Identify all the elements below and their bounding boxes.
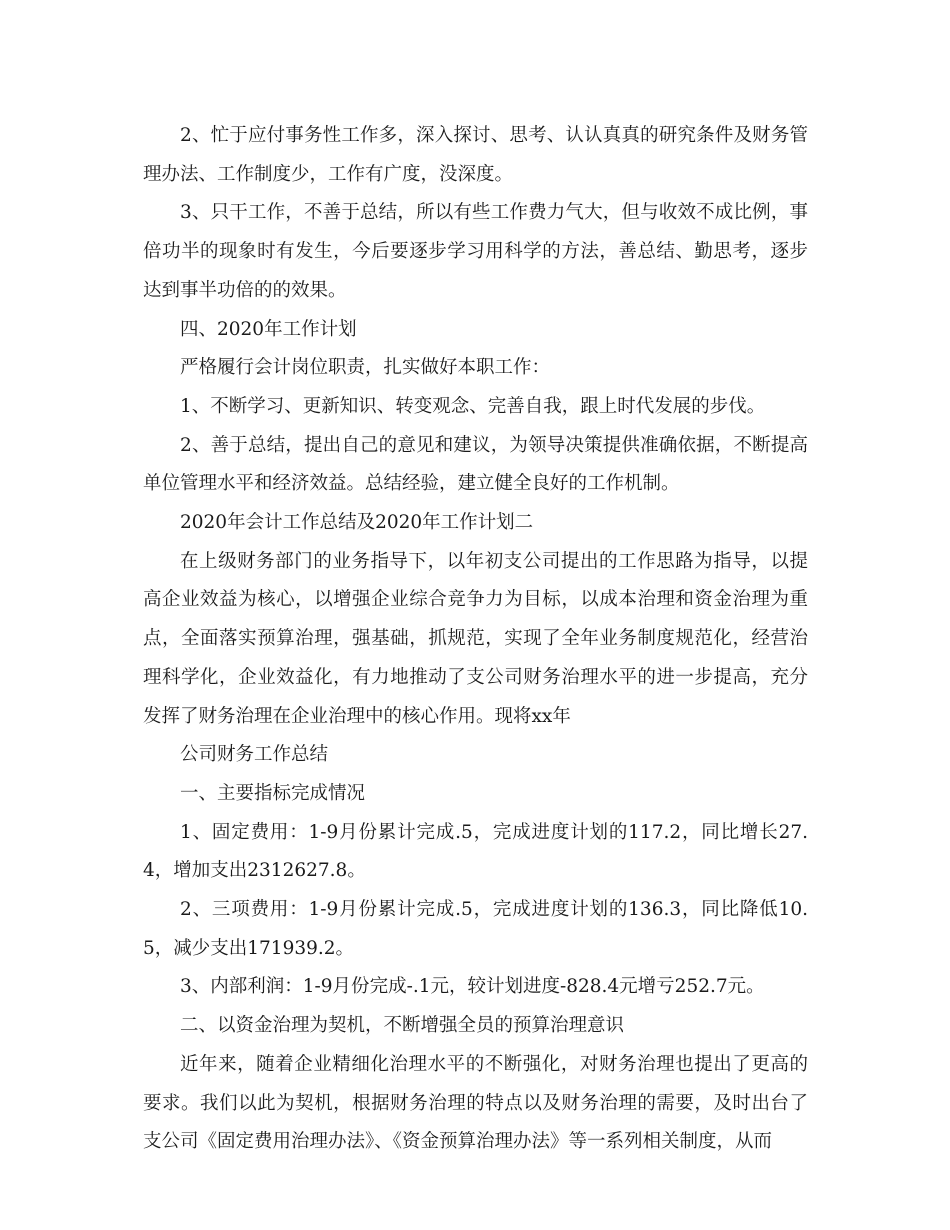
document-body <box>143 117 808 1162</box>
paragraph-12: 2、三项费用：1-9月份累计完成.5，完成进度计划的136.3，同比降低10.5，减少支出171939.2。 <box>143 899 808 959</box>
paragraph-9: 公司财务工作总结 <box>180 744 329 766</box>
paragraph-2: 3、只干工作，不善于总结，所以有些工作费力气大，但与收效不成比例，事倍功半的现象时有发生，今后要逐步学习用科学的方法，善总结、勤思考，逐步达到事半功倍的的效果。 <box>143 202 808 301</box>
paragraph-4: 严格履行会计岗位职责，扎实做好本职工作： <box>180 357 551 379</box>
paragraph-8: 在上级财务部门的业务指导下，以年初支公司提出的工作思路为指导，以提高企业效益为核心，以增强企业综合竞争力为目标，以成本治理和资金治理为重点，全面落实预算治理，强基础，抓规范，实现了全年业务制度规范化，经营治理科学化，企业效益化，有力地推动了支公司财务治理水平的进一步提高，充分发挥了财务治理在企业治理中的核心作用。现将xx年 <box>143 550 808 727</box>
paragraph-6: 2、善于总结，提出自己的意见和建议，为领导决策提供准确依据，不断提高单位管理水平和经济效益。总结经验，建立健全良好的工作机制。 <box>143 434 808 495</box>
paragraph-11: 1、固定费用：1-9月份累计完成.5，完成进度计划的117.2，同比增长27.4，增加支出2312627.8。 <box>143 821 808 882</box>
paragraph-5: 1、不断学习、更新知识、转变观念、完善自我，跟上时代发展的步伐。 <box>180 395 766 417</box>
section-heading-indicators: 一、主要指标完成情况 <box>180 782 366 804</box>
section-heading-budget: 二、以资金治理为契机，不断增强全员的预算治理意识 <box>180 1015 625 1037</box>
paragraph-1: 2、忙于应付事务性工作多，深入探讨、思考、认认真真的研究条件及财务管理办法、工作制度少，工作有广度，没深度。 <box>143 125 808 185</box>
paragraph-15: 近年来，随着企业精细化治理水平的不断强化，对财务治理也提出了更高的要求。我们以此为契机，根据财务治理的特点以及财务治理的需要，及时出台了支公司《固定费用治理办法》、《资金预算治理办法》等一系列相关制度，从而 <box>143 1053 808 1153</box>
paragraph-13: 3、内部利润：1-9月份完成-.1元，较计划进度-828.4元增亏252.7元。 <box>180 976 765 998</box>
document-subtitle: 2020年会计工作总结及2020年工作计划二 <box>180 512 534 534</box>
section-heading-work-plan: 四、2020年工作计划 <box>180 318 357 340</box>
